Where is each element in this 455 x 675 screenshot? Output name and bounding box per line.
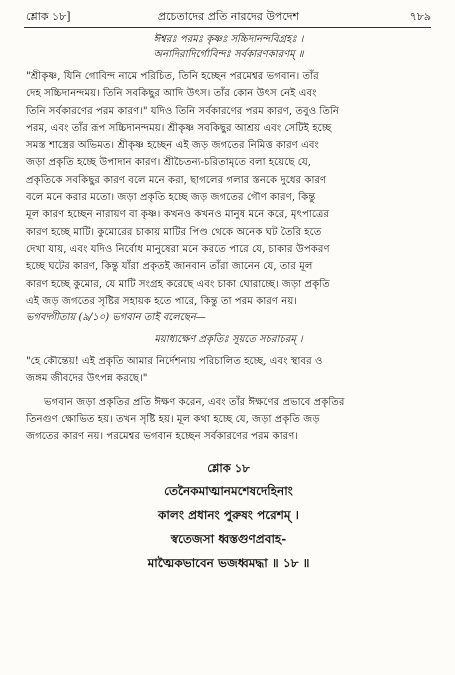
text-line: কারণ হচ্ছে মাটি। কুমোরের চাকায় মাটির পিণ্ড থেকে অনেক ঘট তৈরি হতে [26,226,322,238]
text-line: দেহ সচ্চিদানন্দময়। তিনি সবকিছুর আদি উৎস। তাঁর কোন উৎস নেই এবং [26,88,317,100]
text-line: তিনগুণ ক্ষোভিত হয়। তখন সৃষ্টি হয়। মূল কথা হচ্ছে যে, জড়া প্রকৃতি জড় [26,414,320,426]
text-line: দেখা যায়, এবং যদিও নির্বোধ মানুষেরা মনে করতে পারে যে, চাকার উপকরণ [26,243,330,255]
text-line: "শ্রীকৃষ্ণ, যিনি গোবিন্দ নামে পরিচিত, তিনি হচ্ছেন পরমেশ্বর ভগবান। তাঁর [26,71,319,82]
text-line: হচ্ছে ঘটের কারণ, কিন্তু যাঁরা প্রকৃতই জানবান তাঁরা জানেন যে, তার মূল [26,261,313,273]
source-citation: ভগবদ্গীতায় (৯/১০) ভগবান তাই বলেছেন— [26,312,206,324]
text-line: এই জড় জগতের সৃষ্টির সহায়ক হতে পারে, কিন্তু তা পরম কারণ নয়। [26,295,298,307]
page-number: ৭৮৯ [409,10,431,23]
text-line: মূল কারণ হচ্ছেন নারায়ণ বা কৃষ্ণ। কখনও কখনও মানুষ মনে করে, মৃৎপাত্রের [26,209,330,221]
translation-paragraph [26,353,431,388]
header-rule [24,27,431,28]
quote-line: ঈশ্বরঃ পরমঃ কৃষ্ণঃ সচ্চিদানন্দবিগ্রহঃ । [153,34,304,45]
verse-line: স্বতেজসা ধ্বস্তগুণপ্রবাহ- [170,531,287,546]
chapter-reference: শ্লোক ১৮] [26,10,71,23]
text-line: প্রকৃতিকে সবকিছুর কারণ বলে মনে করা, ছাগলের গলার স্তনকে দুধের কারণ [26,174,327,186]
page-body [26,32,431,575]
page-running-title: প্রচেতাদের প্রতি নারদের উপদেশ [157,10,300,23]
sanskrit-quote-2: ময়াধ্যক্ষেণ প্রকৃতিঃ সূয়তে সচরাচরম্‌ । [154,334,303,346]
verse-line: কালং প্রধানং পুরুষং পরেশম্‌ । [158,507,299,522]
text-line: সমস্ত শাস্ত্রের অভিমত। শ্রীকৃষ্ণ হচ্ছেন এই জড় জগতের নিমিত্ত কারণ এবং [26,140,319,152]
text-line: পরম, এবং তাঁর রূপ সচ্চিদানন্দময়। শ্রীকৃষ্ণ সবকিছুর আশ্রয় এবং সেটিই হচ্ছে [26,122,332,134]
text-line: জড়া প্রকৃতি হচ্ছে উপাদান কারণ। শ্রীচৈতন্য-চরিতামৃতে বলা হয়েছে যে, [26,157,311,169]
purport-paragraph-2 [26,394,431,446]
verse-line: মাত্মৈকভাবেন ভজধ্বমদ্ধা ॥ ১৮ ॥ [147,555,310,570]
page-header [26,8,431,26]
quote-line: অনাদিরাদির্গোবিন্দঃ সর্বকারণকারণম্‌ ॥ [153,49,304,60]
text-line: ভগবান জড়া প্রকৃতির প্রতি ঈক্ষণ করেন, এবং তাঁর ঈক্ষণের প্রভাবে প্রকৃতির [44,396,345,408]
verse-heading: শ্লোক ১৮ [207,460,250,475]
text-line: জগতের কারণ নয়। পরমেশ্বর ভগবান হচ্ছেন সর্বকারণের পরম কারণ। [26,431,299,443]
purport-paragraph-1 [26,68,431,310]
text-line: "হে কৌন্তেয়! এই প্রকৃতি আমার নির্দেশনায় পরিচালিত হচ্ছে, এবং স্থাবর ও [26,356,323,368]
text-line: বলে মনে করার মতো। জড়া প্রকৃতি হচ্ছে জড় জগতের গৌণ কারণ, কিন্তু [26,192,316,204]
text-line: তিনি সর্বকারণের পরম কারণ।" যদিও তিনি সর্বকারণের পরম কারণ, তবুও তিনি [26,105,339,117]
sanskrit-quote-1 [26,32,431,62]
text-line: কারণ হচ্ছে কুমোর, যে মাটি সংগ্রহ করেছে এবং চাকা ঘোরাচ্ছে। জড়া প্রকৃতি [26,278,330,290]
verse-line: তেনৈকমাত্মানমশেষদেহিনাং [164,483,293,498]
text-line: জঙ্গম জীবদের উৎপন্ন করছে।" [26,373,148,385]
verse-text [26,479,431,575]
